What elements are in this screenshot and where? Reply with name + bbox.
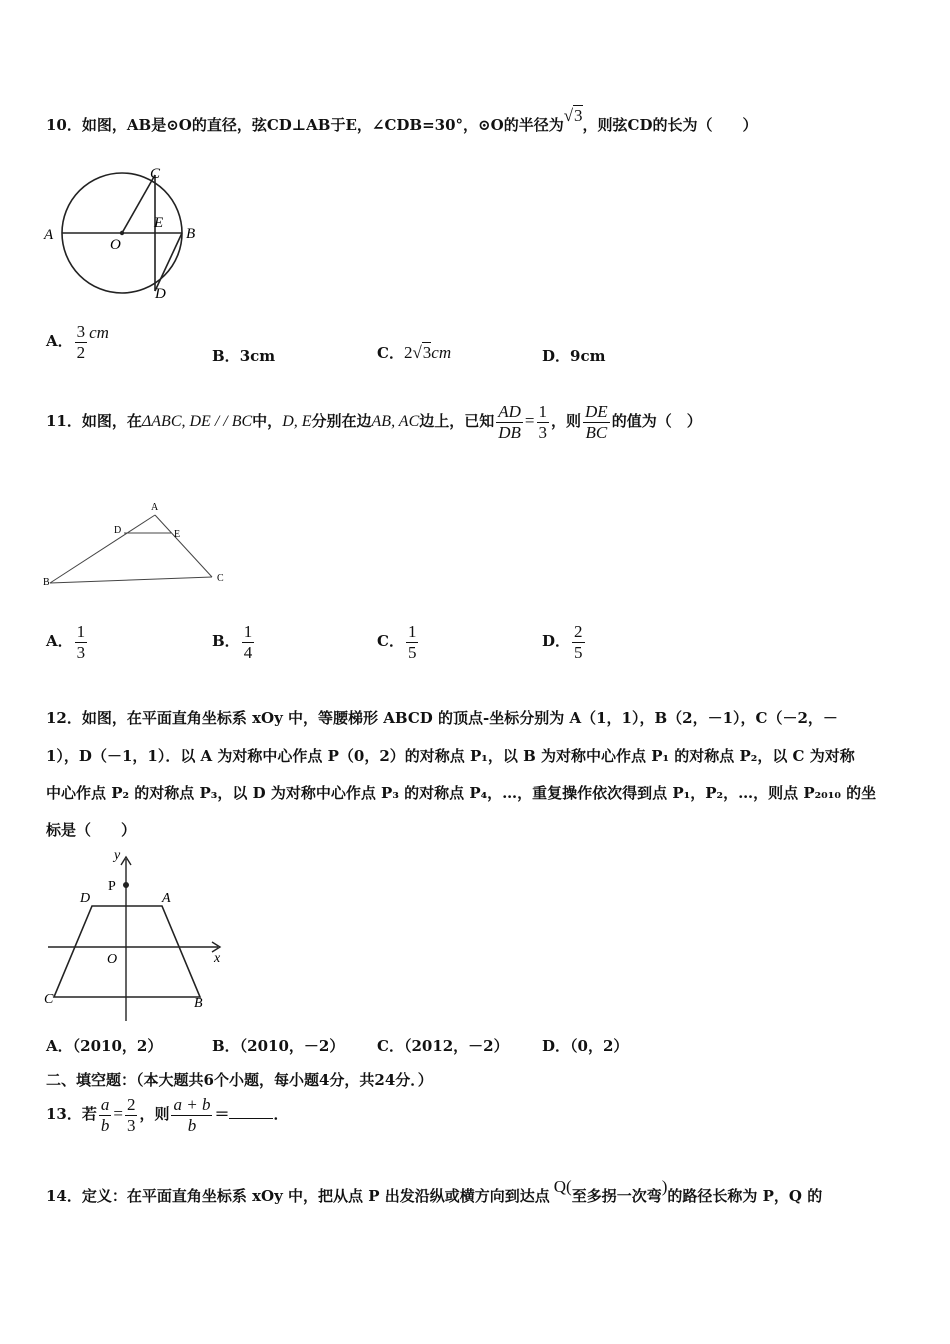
q11-option-c-label: C． xyxy=(377,632,404,651)
q12-trapezoid-figure xyxy=(40,845,230,1025)
q11-t5: ，则 xyxy=(551,412,582,431)
q11-label-b: B xyxy=(43,577,50,588)
q11-option-c-den: 5 xyxy=(407,642,417,662)
q11-option-d-den: 5 xyxy=(574,642,583,662)
q11-t1: 如图，在 xyxy=(81,412,142,431)
q10-option-d-label: D． xyxy=(542,347,571,365)
q11-m1: ΔABC, DE / / BC xyxy=(141,413,253,431)
q10-sqrt: √3 xyxy=(563,106,583,125)
q13-t1: 13．若 xyxy=(46,1105,97,1124)
q11-m2: D, E xyxy=(282,413,312,431)
q10-option-c-sqrt: √3 xyxy=(412,343,432,362)
q12-line3: 中心作点 P₂ 的对称点 P₃，以 D 为对称中心作点 P₃ 的对称点 P₄，…，重复操作依次得到点 P₁，P₂，…，则点 P₂₀₁₀ 的坐 xyxy=(46,784,877,802)
q11-option-c[interactable] xyxy=(377,622,420,662)
q12-line1: 12．如图，在平面直角坐标系 xOy 中，等腰梯形 ABCD 的顶点-坐标分别为 A（1，1），B（2，－1），C（－2，－ xyxy=(46,709,838,727)
q10-text-a: 如图，AB是⊙O的直径，弦CD⊥AB于E，∠CDB=30°，⊙O的半径为 xyxy=(81,116,564,134)
q13-f3-num: a + b xyxy=(173,1095,211,1114)
q12-line4: 标是（ ） xyxy=(46,821,137,839)
q11-option-d-num: 2 xyxy=(574,622,583,641)
q10-option-c-coef: 2 xyxy=(403,343,413,362)
q12-option-d[interactable]: D．（0，2） xyxy=(542,1037,629,1055)
q12-option-a[interactable]: A．（2010，2） xyxy=(46,1037,163,1055)
q11-option-b-label: B． xyxy=(212,632,240,651)
q10-label-c: C xyxy=(150,166,161,182)
q14-t3: 的路径长称为 P，Q 的 xyxy=(667,1187,823,1205)
q11-label-c: C xyxy=(217,573,224,584)
q12-line2: 1），D（－1，1）．以 A 为对称中心作点 P（0，2）的对称点 P₁，以 B 为对称中心作点 P₁ 的对称点 P₂，以 C 为对称 xyxy=(46,747,855,765)
q11-frac-1-3 xyxy=(537,402,550,442)
q10-option-d[interactable] xyxy=(542,345,605,366)
q11-f3-den: BC xyxy=(585,422,608,442)
q11-t6: 的值为（ ） xyxy=(611,412,702,431)
q11-option-a-label: A． xyxy=(46,632,73,651)
q10-option-c[interactable] xyxy=(377,342,451,363)
q13-t4: ． xyxy=(273,1105,289,1124)
q10-option-c-unit: cm xyxy=(431,343,452,362)
q11-f2-den: 3 xyxy=(538,422,548,442)
q11-f3-num: DE xyxy=(585,402,608,421)
q11-option-a[interactable] xyxy=(46,622,89,662)
q12-option-b[interactable]: B．（2010，－2） xyxy=(212,1037,345,1055)
q11-option-d-label: D． xyxy=(542,632,571,651)
q11-option-b-num: 1 xyxy=(243,622,253,641)
q11-f1-den: DB xyxy=(498,422,521,442)
q14-t2: 至多拐一次弯 xyxy=(571,1187,662,1205)
q11-option-a-num: 1 xyxy=(76,622,86,641)
q10-sqrt-value: 3 xyxy=(574,106,583,125)
q11-option-a-frac xyxy=(75,622,88,662)
q12-label-y: y xyxy=(114,848,121,863)
q13-f1-num: a xyxy=(100,1095,110,1114)
q11-t2: 中， xyxy=(252,412,283,431)
q11-f1-num: AD xyxy=(498,402,521,421)
q13-f1-den: b xyxy=(100,1115,110,1135)
q13-frac-2-3 xyxy=(125,1095,138,1135)
q10-option-b-label: B． xyxy=(212,347,240,365)
q13-eq: = xyxy=(113,1104,123,1124)
q13-frac-a-b xyxy=(99,1095,112,1135)
q14-q: Q( xyxy=(553,1177,572,1196)
q11-option-c-frac xyxy=(406,622,419,662)
q11-eq: = xyxy=(524,411,535,431)
q10-circle-figure xyxy=(40,160,210,305)
q10-label-a: A xyxy=(44,227,54,243)
q10-option-c-rad: 3 xyxy=(422,343,432,362)
q11-triangle-figure xyxy=(40,495,240,595)
q10-option-b-text: 3cm xyxy=(239,347,276,365)
q11-option-d-frac xyxy=(572,622,585,662)
q13-f2-num: 2 xyxy=(126,1095,136,1114)
q12-label-b: B xyxy=(194,996,203,1011)
q11-t3: 分别在边 xyxy=(311,412,372,431)
q13-stem xyxy=(46,1095,289,1135)
q10-number: 10． xyxy=(46,116,82,134)
q14-t1: 14．定义：在平面直角坐标系 xOy 中，把从点 P 出发沿纵或横方向到达点 xyxy=(46,1187,550,1205)
q10-option-a-unit: cm xyxy=(89,323,109,343)
q11-frac-ad-db xyxy=(496,402,523,442)
q10-stem xyxy=(46,106,758,135)
q10-option-a-num: 3 xyxy=(76,322,86,341)
q10-option-a-frac xyxy=(75,322,88,362)
q11-stem xyxy=(46,402,702,442)
q11-option-d[interactable] xyxy=(542,622,587,662)
q10-option-a-den: 2 xyxy=(76,342,86,362)
q11-option-b-den: 4 xyxy=(243,642,253,662)
q13-f3-den: b xyxy=(187,1115,197,1135)
q11-option-a-den: 3 xyxy=(76,642,86,662)
q10-label-o: O xyxy=(110,237,121,253)
q13-answer-blank[interactable] xyxy=(229,1104,273,1119)
q11-option-b-frac xyxy=(242,622,255,662)
q14-paren: ) xyxy=(661,1177,668,1196)
q11-t4: 边上，已知 xyxy=(419,412,495,431)
q12-label-o: O xyxy=(107,952,118,967)
q10-option-d-text: 9cm xyxy=(570,347,606,365)
q11-frac-de-bc xyxy=(583,402,610,442)
q11-label-a: A xyxy=(151,502,159,513)
q10-text-b: ，则弦CD的长为（ ） xyxy=(582,116,758,134)
q11-f2-num: 1 xyxy=(538,402,548,421)
q11-option-c-num: 1 xyxy=(407,622,417,641)
q11-label-e: E xyxy=(174,529,181,540)
q10-label-b: B xyxy=(186,226,196,242)
q11-number: 11． xyxy=(46,412,82,431)
q11-m3: AB, AC xyxy=(371,413,420,431)
q10-option-c-label: C． xyxy=(377,344,404,362)
section2-heading: 二、填空题：（本大题共6个小题，每小题4分，共24分．） xyxy=(46,1071,433,1089)
q12-label-c: C xyxy=(44,992,54,1007)
q10-label-d: D xyxy=(155,286,166,302)
q14-stem xyxy=(46,1177,823,1206)
q13-t3: ＝ xyxy=(214,1105,230,1124)
q12-label-a: A xyxy=(162,891,171,906)
q13-t2: ，则 xyxy=(139,1105,170,1124)
q10-option-a-label: A． xyxy=(46,332,73,351)
q13-frac-apb-b xyxy=(171,1095,212,1135)
q10-option-a[interactable] xyxy=(46,322,109,362)
q12-label-d: D xyxy=(80,891,91,906)
q12-label-x: x xyxy=(214,951,221,966)
q12-option-c[interactable]: C．（2012，－2） xyxy=(377,1037,509,1055)
q11-label-d: D xyxy=(114,525,122,536)
q13-f2-den: 3 xyxy=(126,1115,136,1135)
q10-option-b[interactable] xyxy=(212,345,275,366)
q11-option-b[interactable] xyxy=(212,622,256,662)
q12-label-p: P xyxy=(108,879,116,894)
q10-label-e: E xyxy=(154,215,164,231)
